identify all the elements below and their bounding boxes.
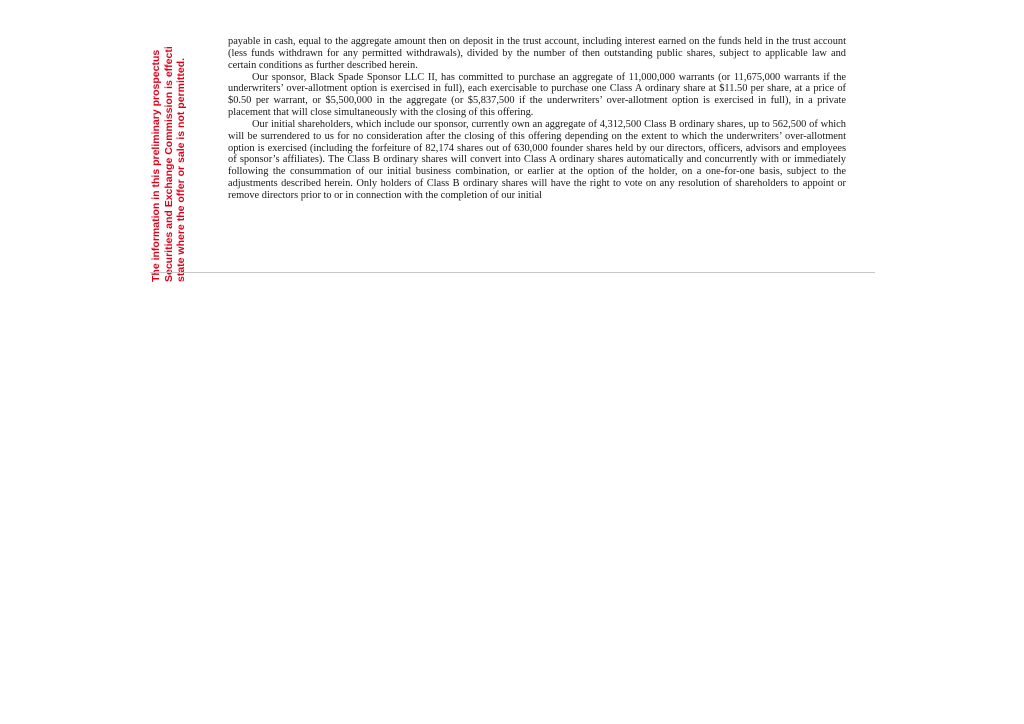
preliminary-prospectus-notice: [150, 32, 188, 282]
paragraph-sponsor-warrants: Our sponsor, Black Spade Sponsor LLC II, has committed to purchase an aggregate of 11,000,000 warrants (or 11,675,000 warrants if the underwriters’ over-allotment option is exercised in full), each exercisable to purchase one Class A ordinary share at $11.50 per share, at a price of $0.50 per warrant, or $5,500,000 in the aggregate (or $5,837,500 if the underwriters’ over-allotment option is exercised in full), in a private placement that will close simultaneously with the closing of this offering.: [228, 71, 846, 119]
notice-line-3: state where the offer or sale is not permitted.: [175, 57, 187, 282]
prospectus-body: [228, 36, 846, 202]
paragraph-initial-shareholders: Our initial shareholders, which include our sponsor, currently own an aggregate of 4,312,500 Class B ordinary shares, up to 562,500 of which will be surrendered to us for no consideration after the closing of this offering depending on the extent to which the underwriters’ over-allotment option is exercised (including the forfeiture of 82,174 shares out of 630,000 founder shares held by our directors, officers, advisors and employees of sponsor’s affiliates). The Class B ordinary shares will convert into Class A ordinary shares automatically and concurrently with or immediately following the consummation of our initial business combination, or earlier at the option of the holder, on a one-for-one basis, subject to the adjustments described herein. Only holders of Class B ordinary shares will have the right to vote on any resolution of shareholders to appoint or remove directors prior to or in connection with the completion of our initial: [228, 118, 846, 201]
notice-line-2: Securities and Exchange Commission is effecti: [162, 46, 175, 282]
paragraph-trust-payment: payable in cash, equal to the aggregate amount then on deposit in the trust account, including interest earned on the funds held in the trust account (less funds withdrawn for any permitted withdrawals), divided by the number of then outstanding public shares, subject to applicable law and certain conditions as further described herein.: [228, 36, 846, 71]
notice-line-1: The information in this preliminary prospectus: [150, 49, 162, 282]
page-divider: [150, 272, 875, 273]
